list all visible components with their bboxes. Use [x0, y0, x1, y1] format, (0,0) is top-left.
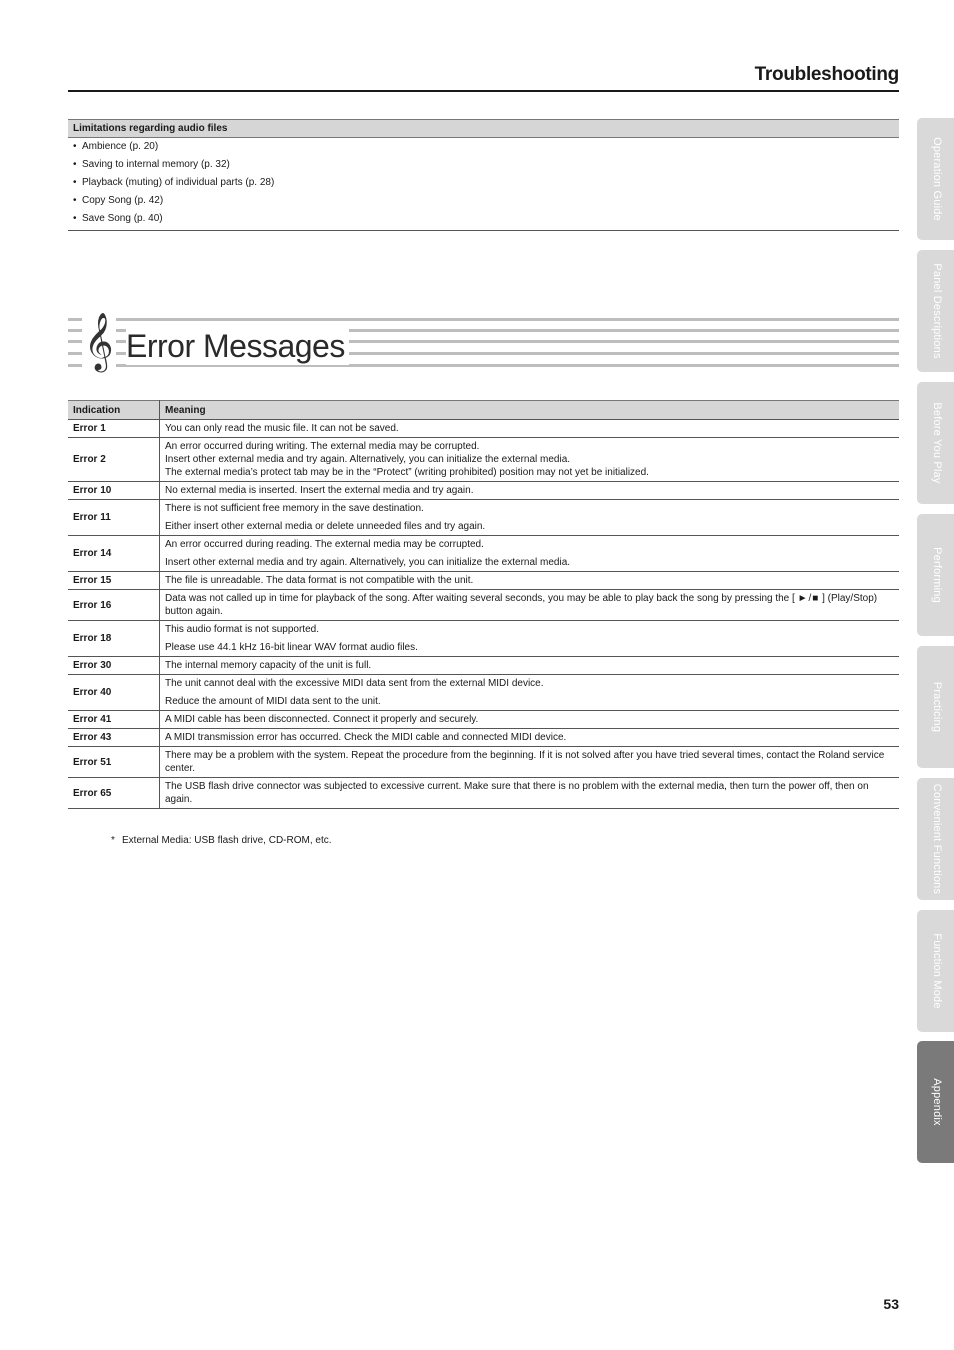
meaning-line: The unit cannot deal with the excessive MIDI data sent from the external MIDI device.	[165, 678, 544, 689]
side-tab-operation-guide[interactable]: Operation Guide	[917, 118, 954, 240]
meaning-line: Insert other external media and try again. Alternatively, you can initialize the external media.	[165, 557, 571, 568]
side-tab-before-you-play[interactable]: Before You Play	[917, 382, 954, 504]
error-indication: Error 15	[68, 572, 160, 590]
side-tab-function-mode[interactable]: Function Mode	[917, 910, 954, 1032]
table-row	[68, 729, 899, 747]
table-row	[68, 438, 899, 482]
meaning-line: The external media’s protect tab may be in the “Protect” (writing prohibited) position may not yet be initialized.	[165, 467, 649, 478]
error-table-body	[68, 420, 899, 809]
meaning-line: There may be a problem with the system. Repeat the procedure from the beginning. If it is not solved after you have tried several times, contact the Roland service center.	[165, 750, 885, 774]
list-item: • Save Song (p. 40)	[73, 213, 163, 224]
limitations-list	[68, 138, 899, 230]
error-indication: Error 14	[68, 536, 160, 572]
header-title: Troubleshooting	[754, 64, 899, 85]
table-header-row	[68, 401, 899, 420]
error-indication: Error 43	[68, 729, 160, 747]
error-indication: Error 18	[68, 621, 160, 657]
error-indication: Error 65	[68, 778, 160, 809]
error-meaning	[160, 536, 900, 572]
meaning-line: An error occurred during writing. The external media may be corrupted.	[165, 441, 480, 452]
side-tab-panel-descriptions[interactable]: Panel Descriptions	[917, 250, 954, 372]
meaning-line: You can only read the music file. It can not be saved.	[165, 423, 399, 434]
error-meaning	[160, 590, 900, 621]
table-row	[68, 536, 899, 572]
section-banner	[68, 313, 899, 371]
meaning-line: There is not sufficient free memory in the save destination.	[165, 503, 424, 514]
meaning-line: The USB flash drive connector was subjected to excessive current. Make sure that there is no problem with the external media, then turn the power off, then on again.	[165, 781, 869, 805]
meaning-line: Either insert other external media or delete unneeded files and try again.	[165, 521, 486, 532]
error-meaning	[160, 657, 900, 675]
error-meaning	[160, 572, 900, 590]
side-tab-performing[interactable]: Performing	[917, 514, 954, 636]
error-indication: Error 16	[68, 590, 160, 621]
list-item: • Saving to internal memory (p. 32)	[73, 159, 230, 170]
error-meaning	[160, 675, 900, 711]
error-meaning	[160, 778, 900, 809]
meaning-line: The file is unreadable. The data format is not compatible with the unit.	[165, 575, 474, 586]
error-indication: Error 2	[68, 438, 160, 482]
side-tab-appendix[interactable]: Appendix	[917, 1041, 954, 1163]
table-row	[68, 590, 899, 621]
meaning-line: A MIDI transmission error has occurred. Check the MIDI cable and connected MIDI device.	[165, 732, 567, 743]
meaning-line: A MIDI cable has been disconnected. Connect it properly and securely.	[165, 714, 479, 725]
error-meaning	[160, 747, 900, 778]
meaning-line: This audio format is not supported.	[165, 624, 319, 635]
list-item: • Playback (muting) of individual parts (p. 28)	[73, 177, 275, 188]
table-row	[68, 711, 899, 729]
table-row	[68, 657, 899, 675]
error-meaning	[160, 729, 900, 747]
error-indication: Error 30	[68, 657, 160, 675]
error-meaning	[160, 420, 900, 438]
error-meaning	[160, 500, 900, 536]
error-table	[68, 400, 899, 809]
footnote: * External Media: USB flash drive, CD-ROM, etc.	[111, 835, 332, 846]
error-meaning	[160, 438, 900, 482]
error-indication: Error 41	[68, 711, 160, 729]
error-meaning	[160, 482, 900, 500]
limitations-heading: Limitations regarding audio files	[68, 119, 899, 138]
meaning-line: No external media is inserted. Insert the external media and try again.	[165, 485, 474, 496]
table-row	[68, 482, 899, 500]
table-row	[68, 420, 899, 438]
column-header-indication: Indication	[68, 401, 160, 420]
meaning-line: An error occurred during reading. The external media may be corrupted.	[165, 539, 484, 550]
list-item: • Copy Song (p. 42)	[73, 195, 164, 206]
table-row	[68, 500, 899, 536]
play-stop-icon: ►/■	[797, 593, 820, 604]
error-indication: Error 11	[68, 500, 160, 536]
error-indication: Error 40	[68, 675, 160, 711]
table-row	[68, 778, 899, 809]
header-rule	[68, 90, 899, 92]
side-tab-practicing[interactable]: Practicing	[917, 646, 954, 768]
meaning-line: The internal memory capacity of the unit is full.	[165, 660, 372, 671]
page-number: 53	[883, 1296, 899, 1312]
error-meaning	[160, 621, 900, 657]
meaning-line: Data was not called up in time for playback of the song. After waiting several seconds, you may be able to play back the song by pressing the [ ►/■ ] (Play/Stop) button again.	[165, 593, 878, 617]
meaning-line: Insert other external media and try again. Alternatively, you can initialize the external media.	[165, 454, 571, 465]
meaning-line: Please use 44.1 kHz 16-bit linear WAV format audio files.	[165, 642, 418, 653]
list-item: • Ambience (p. 20)	[73, 141, 159, 152]
column-header-meaning: Meaning	[160, 401, 900, 420]
error-indication: Error 10	[68, 482, 160, 500]
treble-clef-icon: 𝄞	[84, 313, 114, 369]
table-row	[68, 621, 899, 657]
error-indication: Error 51	[68, 747, 160, 778]
table-row	[68, 747, 899, 778]
error-meaning	[160, 711, 900, 729]
side-tab-convenient-functions[interactable]: Convenient Functions	[917, 778, 954, 900]
limitations-box	[68, 119, 899, 231]
meaning-line: Reduce the amount of MIDI data sent to the unit.	[165, 696, 381, 707]
table-row	[68, 675, 899, 711]
section-title: Error Messages	[126, 327, 349, 365]
error-indication: Error 1	[68, 420, 160, 438]
table-row	[68, 572, 899, 590]
